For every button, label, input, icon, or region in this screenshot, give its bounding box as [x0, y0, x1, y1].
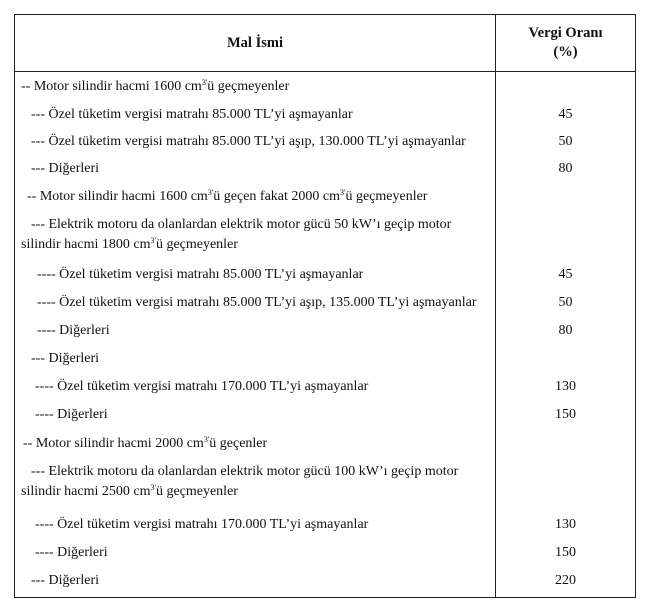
row-goods-name-continued: silindir hacmi 1800 $cm^{3'}ü$ geçmeyenler — [21, 236, 238, 252]
row-goods-name: ---- Diğerleri — [35, 545, 108, 560]
row-goods-name: ---- Özel tüketim vergisi matrahı 85.000 TL’yi aşıp, 135.000 TL’yi aşmayanlar — [37, 295, 477, 310]
row-tax-rate: 50 — [558, 295, 573, 310]
row-goods-name: --- Elektrik motoru da olanlardan elektrik motor gücü 50 kW’ı geçip motor — [31, 217, 452, 232]
row-goods-name: ---- Özel tüketim vergisi matrahı 170.000 TL’yi aşmayanlar — [35, 379, 369, 394]
row-goods-name: -- Motor silindir hacmi 2000 $cm^{3'}ü$ geçenler — [23, 435, 268, 451]
row-goods-name: ---- Diğerleri — [35, 407, 108, 422]
row-tax-rate: 45 — [558, 107, 573, 122]
table-header — [15, 15, 635, 72]
row-goods-name: --- Özel tüketim vergisi matrahı 85.000 TL’yi aşmayanlar — [31, 107, 353, 122]
row-tax-rate: 130 — [555, 379, 576, 394]
row-goods-name: -- Motor silindir hacmi 1600 $cm^{3'}ü$ geçen fakat 2000 $cm^{3'}ü$ geçmeyenler — [27, 188, 428, 204]
row-goods-name: ---- Özel tüketim vergisi matrahı 85.000 TL’yi aşmayanlar — [37, 267, 364, 282]
row-goods-name: -- Motor silindir hacmi 1600 $cm^{3'}ü$ geçmeyenler — [21, 78, 290, 94]
row-goods-name: --- Diğerleri — [31, 351, 100, 366]
row-tax-rate: 80 — [558, 161, 573, 176]
header-goods-name: Mal İsmi — [227, 34, 283, 51]
row-tax-rate: 150 — [555, 407, 576, 422]
row-goods-name: ---- Özel tüketim vergisi matrahı 170.000 TL’yi aşmayanlar — [35, 517, 369, 532]
row-tax-rate: 50 — [558, 134, 573, 149]
header-tax-rate-label: Vergi Oranı — [528, 25, 603, 41]
tax-rate-table — [14, 14, 636, 598]
row-goods-name: --- Özel tüketim vergisi matrahı 85.000 TL’yi aşıp, 130.000 TL’yi aşmayanlar — [31, 134, 466, 149]
row-tax-rate: 80 — [558, 323, 573, 338]
row-goods-name: --- Elektrik motoru da olanlardan elektrik motor gücü 100 kW’ı geçip motor — [31, 464, 459, 479]
row-goods-name: --- Diğerleri — [31, 161, 100, 176]
row-goods-name: --- Diğerleri — [31, 573, 100, 588]
row-tax-rate: 130 — [555, 517, 576, 532]
row-tax-rate: 220 — [555, 573, 576, 588]
row-goods-name: ---- Diğerleri — [37, 323, 110, 338]
header-tax-rate — [496, 15, 635, 71]
row-tax-rate: 150 — [555, 545, 576, 560]
row-goods-name-continued: silindir hacmi 2500 $cm^{3'}ü$ geçmeyenler — [21, 483, 238, 499]
row-tax-rate: 45 — [558, 267, 573, 282]
header-tax-rate-unit: (%) — [553, 44, 578, 60]
